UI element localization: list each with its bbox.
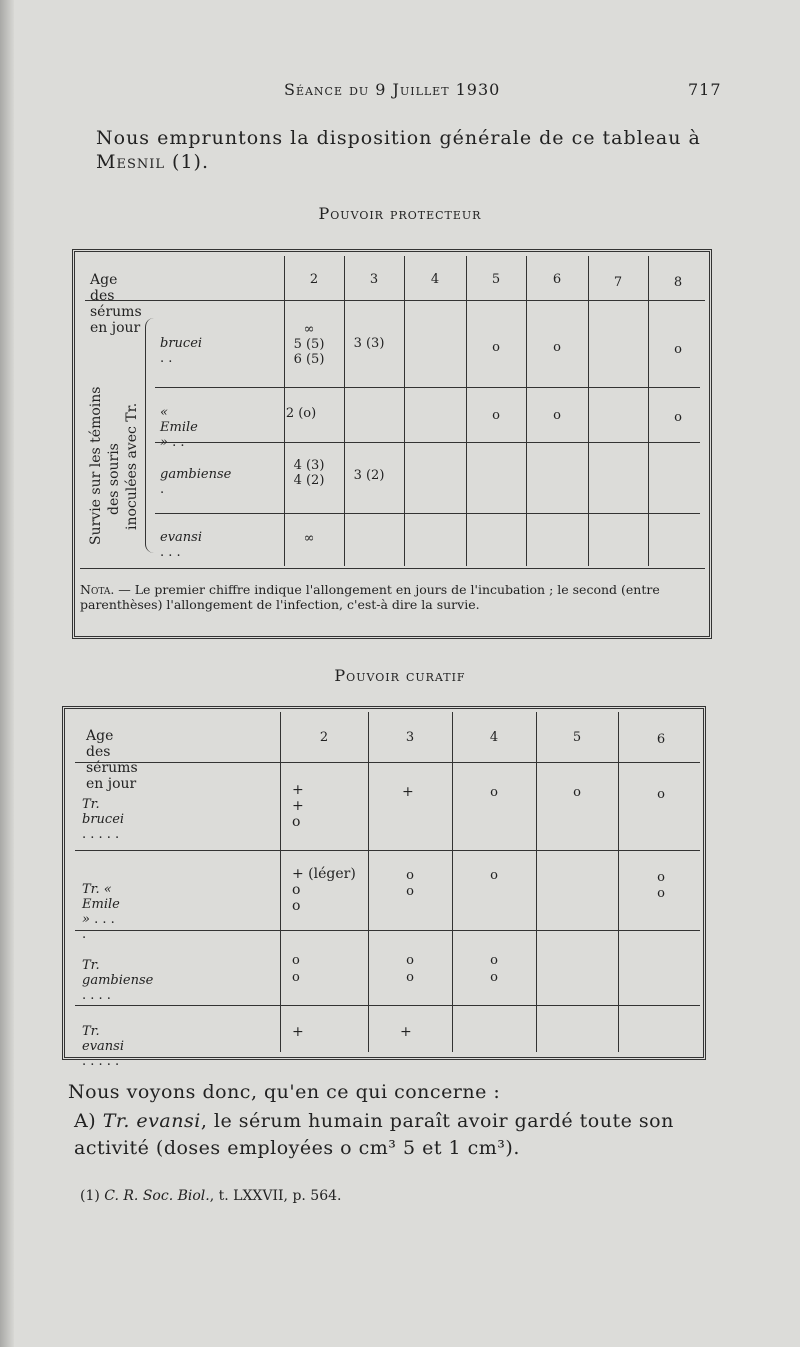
footnote-mark: (1) <box>80 1188 105 1204</box>
table2-col-header: 6 <box>656 732 666 747</box>
intro-author: Mesnil <box>96 151 165 173</box>
table2-cell: + <box>292 1024 304 1040</box>
table2-cell: o <box>657 787 665 802</box>
table2-row-label <box>82 797 124 842</box>
table2-cell: o o <box>406 868 414 899</box>
table1-row-rule <box>155 442 700 443</box>
table1-header-label: Age des sérums en jour <box>90 272 142 336</box>
table1-row-label <box>160 467 231 497</box>
table1-col-header: 6 <box>552 272 562 287</box>
table1-cell: o <box>553 408 561 423</box>
table2-header-rule <box>75 762 700 763</box>
table1-side-label <box>86 325 142 550</box>
table1-col-header: 7 <box>613 275 623 290</box>
leader-dots: . . <box>167 435 185 450</box>
table1-col-rule <box>404 256 405 566</box>
brace-icon <box>145 318 154 553</box>
leader-dots: . <box>160 482 165 497</box>
footnote-journal: C. R. Soc. Biol. <box>104 1188 210 1204</box>
leader-dots: . . . . <box>82 988 111 1003</box>
table2-col-header: 5 <box>572 730 582 745</box>
table2-row-label <box>82 882 120 942</box>
table1-col-header: 5 <box>491 272 501 287</box>
body-text-fragment: A) <box>74 1110 103 1132</box>
organism-name: Tr. gambiense <box>82 958 154 988</box>
leader-dots: . . <box>160 351 173 366</box>
table2-row-rule <box>75 850 700 851</box>
table1-cell: 3 (3) <box>353 336 385 351</box>
table1-col-header: 3 <box>369 272 379 287</box>
body-line: Nous voyons donc, qu'en ce qui concerne : <box>68 1081 501 1103</box>
table2-col-rule <box>536 712 537 1052</box>
table1-cell: 2 (o) <box>285 406 317 421</box>
table1-row-label <box>160 405 198 450</box>
side-label-line: Survie sur les témoins <box>88 386 104 545</box>
table1-title: Pouvoir protecteur <box>318 204 482 223</box>
organism-name: brucei <box>160 336 203 351</box>
organism-name: Tr. evansi <box>82 1024 124 1054</box>
table1-cell: ∞ 5 (5) 6 (5) <box>293 322 325 367</box>
table2-cell: + <box>402 784 414 800</box>
organism-name: Tr. brucei <box>82 797 125 827</box>
table1-header-rule <box>85 300 705 301</box>
table1-col-rule <box>344 256 345 566</box>
table1-cell: o <box>674 410 682 425</box>
table1-row-label <box>160 530 202 560</box>
table2-cell: o <box>490 868 498 883</box>
organism-name: gambiense <box>160 467 232 482</box>
table2-cell: + (léger) o o <box>292 866 356 914</box>
organism-name: evansi <box>160 530 202 545</box>
table1-row-label <box>160 336 202 366</box>
running-title: Séance du 9 Juillet 1930 <box>284 80 501 99</box>
table2-row-label <box>82 958 153 1003</box>
intro-paragraph <box>96 126 736 174</box>
note-text: — Le premier chiffre indique l'allongement en jours de l'incubation ; le second (entre parenthèses) l'allongement de l'infection, c'est-à dire la survie. <box>80 582 660 612</box>
table2-col-rule <box>280 712 281 1052</box>
footnote <box>80 1188 341 1204</box>
side-label-line: inoculées avec Tr. <box>124 402 140 530</box>
table1-cell: o <box>492 408 500 423</box>
body-line <box>74 1109 734 1134</box>
table1-cell: o <box>674 342 682 357</box>
table2-cell: + <box>400 1024 412 1040</box>
organism-name: Tr. evansi <box>102 1110 201 1132</box>
side-label-line: des souris <box>106 443 122 515</box>
table1-cell: ∞ <box>303 531 315 546</box>
table2-header-label: Age des sérums en jour <box>86 728 138 792</box>
table2-row-rule <box>75 930 700 931</box>
intro-text: Nous empruntons la disposition générale de ce tableau à <box>96 127 701 149</box>
table2-col-header: 2 <box>319 730 329 745</box>
table2-cell: o <box>490 785 498 800</box>
leader-dots: . . . . . <box>82 827 120 842</box>
table1-col-rule <box>588 256 589 566</box>
table1-note <box>80 582 705 612</box>
organism-name: « Emile » <box>160 405 198 450</box>
table1-cell: o <box>553 340 561 355</box>
table2-title: Pouvoir curatif <box>334 666 466 685</box>
table1-cell: 4 (3) 4 (2) <box>293 458 325 488</box>
body-text-fragment: , le sérum humain paraît avoir gardé toute son <box>200 1110 674 1132</box>
table2-cell: + + o <box>292 782 304 830</box>
table1-col-header: 8 <box>673 275 683 290</box>
table1-row-rule <box>155 387 700 388</box>
table2-cell: o o <box>292 953 300 985</box>
intro-ref: (1). <box>165 151 209 173</box>
table1-cell: 3 (2) <box>353 468 385 483</box>
table2-row-rule <box>75 1005 700 1006</box>
note-label: Nota. <box>80 582 115 597</box>
organism-name: Tr. « Emile » <box>82 882 120 927</box>
table2-cell: o o <box>406 953 414 985</box>
footnote-rest: , t. LXXVII, p. 564. <box>209 1188 342 1204</box>
table1-bottom-rule <box>80 568 705 569</box>
table1-cell: o <box>492 340 500 355</box>
table1-col-header: 2 <box>309 272 319 287</box>
table2-col-header: 4 <box>489 730 499 745</box>
table2-row-label <box>82 1024 124 1069</box>
table2-cell: o o <box>490 953 498 985</box>
leader-dots: . . . . . <box>82 1054 120 1069</box>
table2-col-header: 3 <box>405 730 415 745</box>
table2-cell: o o <box>657 870 665 901</box>
leader-dots: . . . . <box>82 912 115 942</box>
table1-row-rule <box>155 513 700 514</box>
body-line: activité (doses employées o cm³ 5 et 1 cm³). <box>74 1137 520 1159</box>
page-number: 717 <box>688 80 722 99</box>
leader-dots: . . . <box>160 545 181 560</box>
table2-cell: o <box>573 785 581 800</box>
table1-col-header: 4 <box>430 272 440 287</box>
